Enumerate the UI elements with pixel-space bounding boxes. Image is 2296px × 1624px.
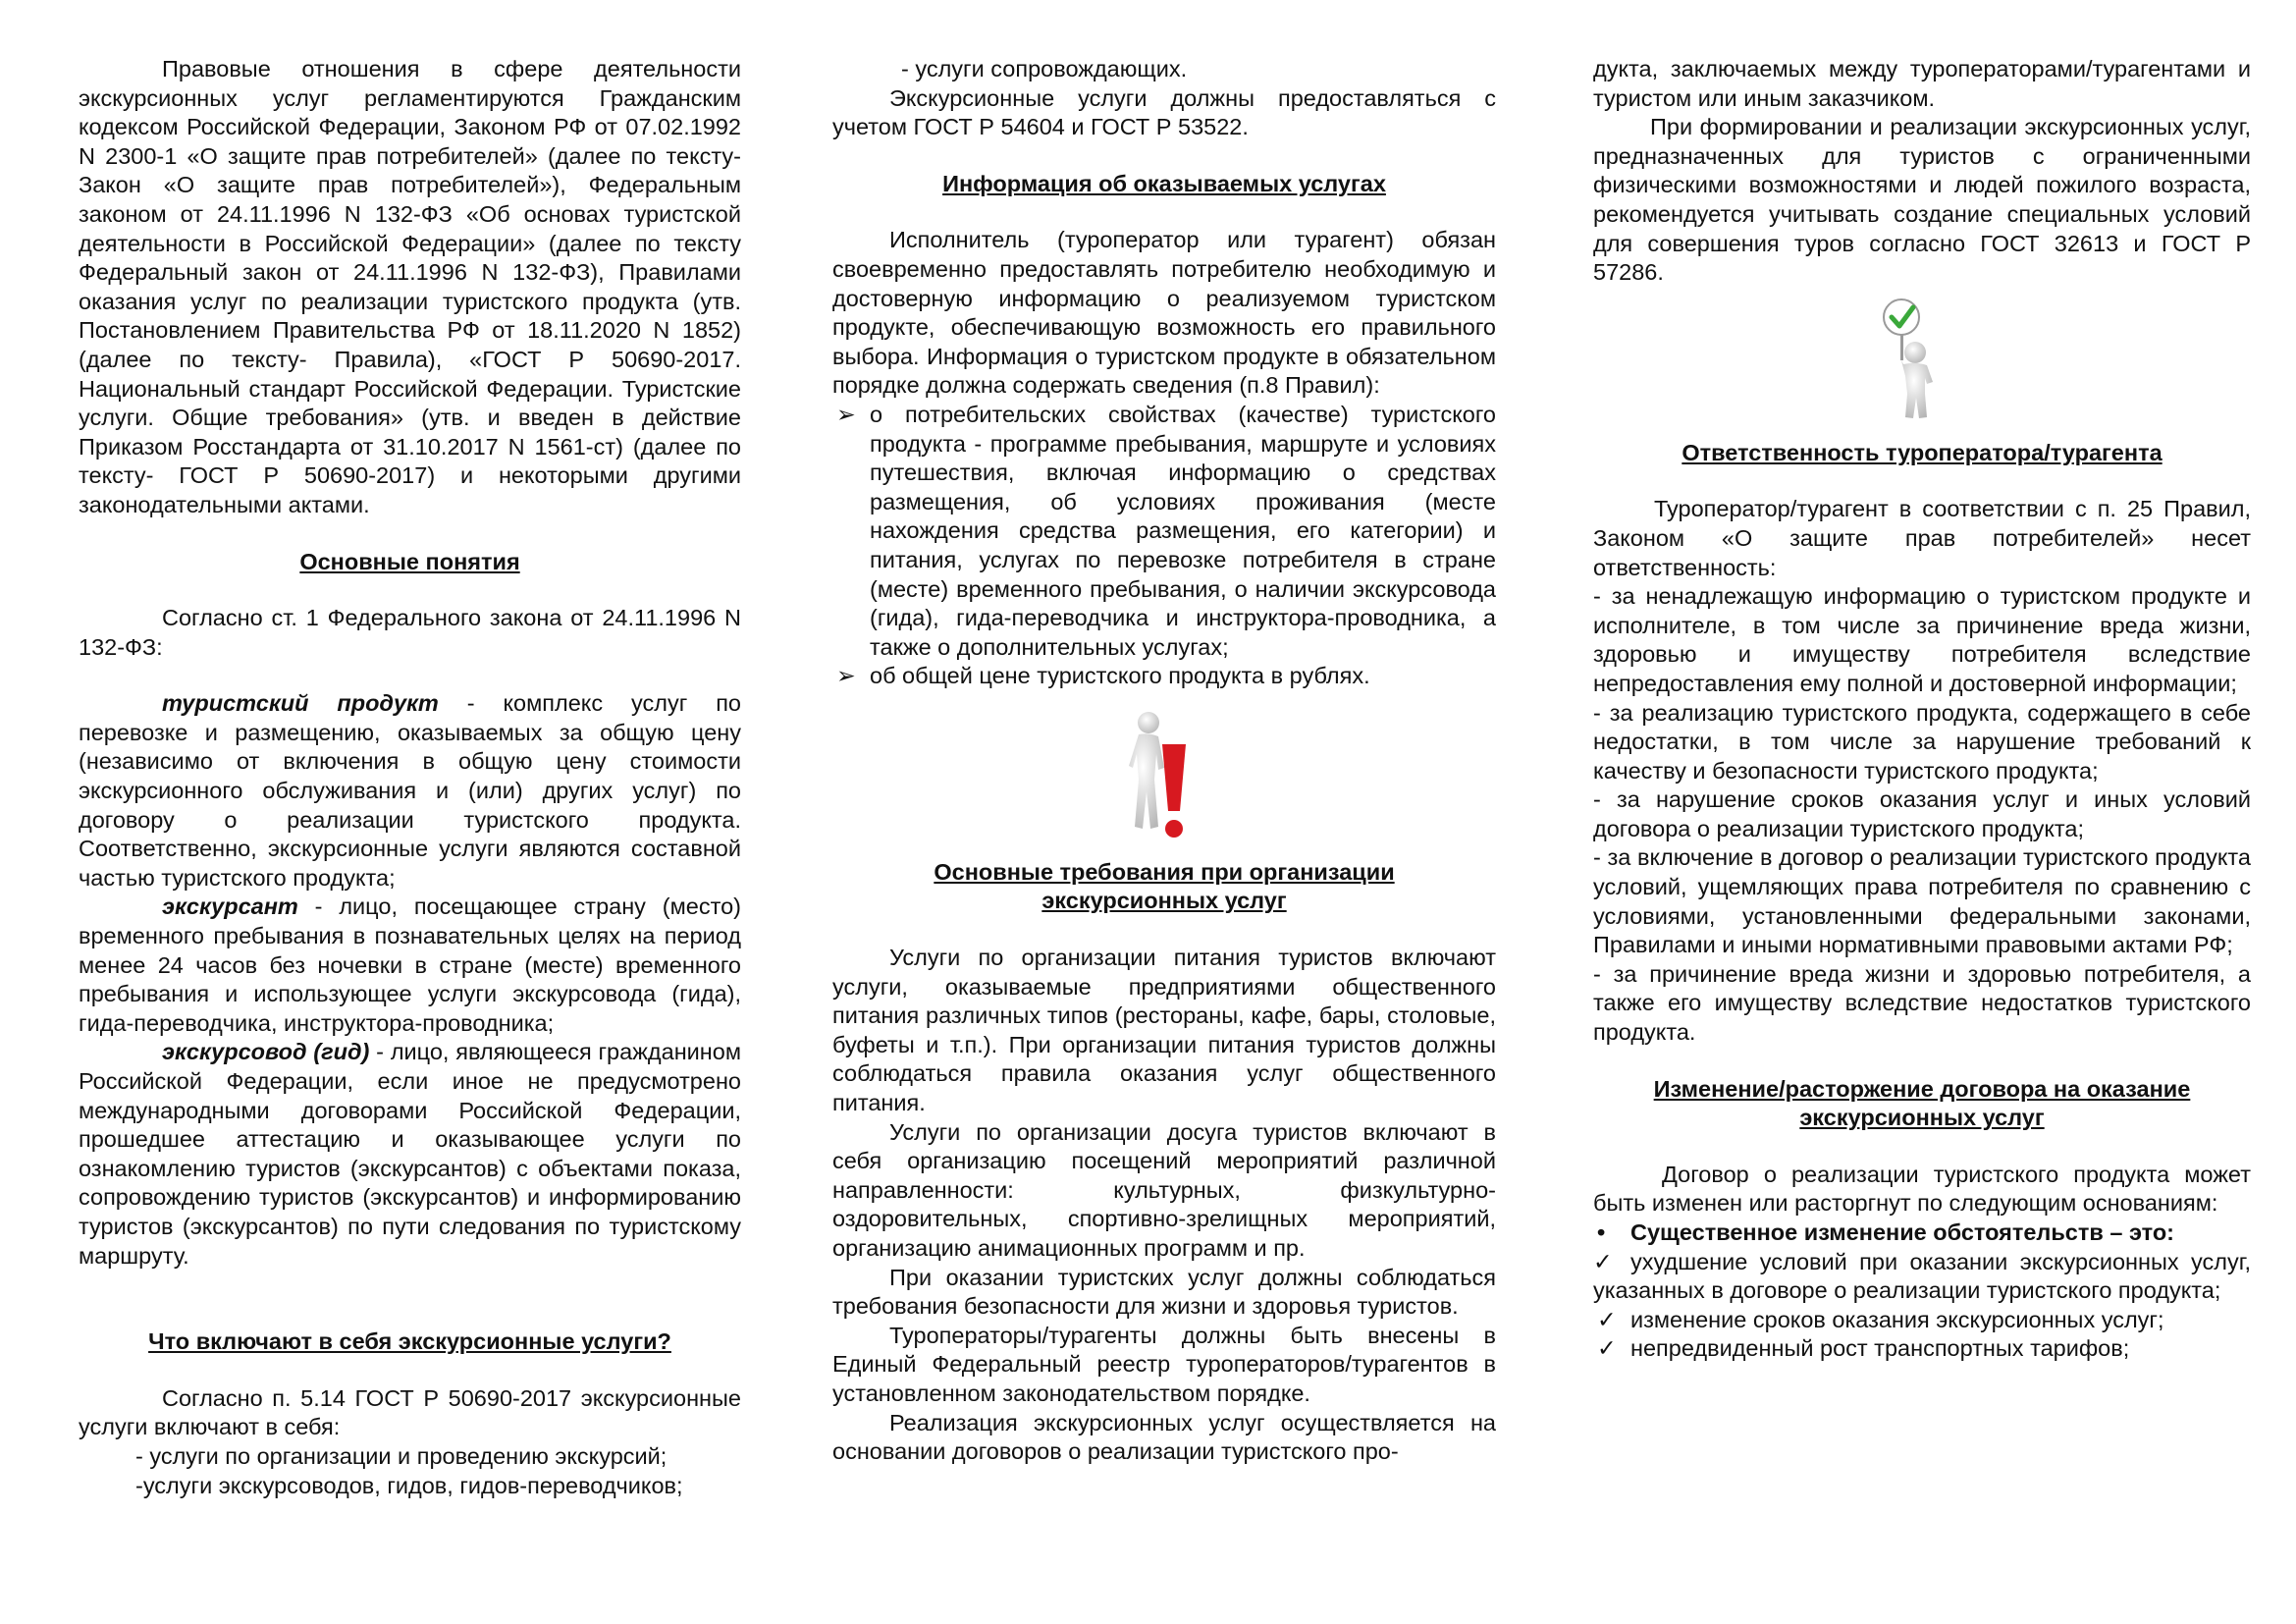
checkmark-figure bbox=[1593, 296, 2251, 421]
arrow-bullet-icon: ➢ bbox=[836, 401, 856, 427]
exclamation-person-icon bbox=[1125, 709, 1203, 846]
info-bullet-1: ➢ о потребительских свойствах (качестве) туристского продукта - программе пребывания, маршруте и условиях путешествия, включая информацию о средствах размещения, об условиях проживания (месте нахождения средства размещения, его категории) и питания, услугах по перевозке потребителя в стране (месте) временного пребывания, о наличии экскурсовода (гида), гида-переводчика и инструктора-проводника, а также о дополнительных услугах; bbox=[836, 401, 1496, 660]
info-paragraph: Исполнитель (туроператор или турагент) обязан своевременно предоставлять потребителю необходимую и достоверную информацию о реализуемом туристском продукте, обеспечивающую возможность его правильного выбора. Информация о туристском продукте в обязательном порядке должна содержать сведения (п.8 Правил): bbox=[832, 227, 1496, 399]
info-bullet-2: ➢ об общей цене туристского продукта в рублях. bbox=[832, 662, 1496, 691]
change-condition-3: ✓ непредвиденный рост транспортных тарифов; bbox=[1593, 1334, 2251, 1364]
responsibility-item-2: - за реализацию туристского продукта, содержащего в себе недостатки, в том числе за нарушение требований к качеству и безопасности туристского продукта; bbox=[1593, 699, 2251, 784]
includes-lead: Согласно п. 5.14 ГОСТ Р 50690-2017 экскурсионные услуги включают в себя: bbox=[79, 1384, 741, 1440]
term-guide: экскурсовод (гид) bbox=[162, 1039, 370, 1065]
dot-bullet-icon: • bbox=[1597, 1219, 1606, 1245]
concepts-lead: Согласно ст. 1 Федерального закона от 24.11.1996 N 132-ФЗ: bbox=[79, 605, 741, 660]
intro-paragraph: Правовые отношения в сфере деятельности экскурсионных услуг регламентируются Гражданским кодексом Российской Федерации, Законом РФ от 07.02.1992 N 2300-1 «О защите прав потребителей» (далее по тексту- Закон «О защите прав потребителей»), Федеральным законом от 24.11.1996 N 132-ФЗ «Об основах туристской деятельности в Российской Федерации» (далее по тексту Федеральный закон от 24.11.1996 N 132-ФЗ), Правилами оказания услуг по реализации туристского продукта (утв. Постановлением Правительства РФ от 18.11.2020 N 1852) (далее по тексту- Правила), «ГОСТ Р 50690-2017. Национальный стандарт Российской Федерации. Туристские услуги. Общие требования» (утв. и введен в действие Приказом Росстандарта от 31.10.2017 N 1561-ст) (далее по тексту- ГОСТ Р 50690-2017) и некоторыми другими законодательными актами. bbox=[79, 56, 741, 517]
change-condition-2: ✓ изменение сроков оказания экскурсионных услуг; bbox=[1593, 1306, 2251, 1335]
heading-requirements-line1: Основные требования при организации bbox=[934, 858, 1395, 885]
checkmark-person-icon bbox=[1868, 296, 1956, 421]
responsibility-lead: Туроператор/турагент в соответствии с п. 25 Правил, Законом «О защите прав потребителей» несет ответственность: bbox=[1593, 496, 2251, 580]
term-tourist-product: туристский продукт bbox=[162, 690, 439, 717]
check-bullet-icon: ✓ bbox=[1597, 1335, 1617, 1362]
contracts-continued: дукта, заключаемых между туроператорами/турагентами и туристом или иным заказчиком. bbox=[1593, 56, 2251, 111]
heading-contract-change-line1: Изменение/расторжение договора на оказание bbox=[1653, 1075, 2191, 1102]
check-bullet-icon: ✓ bbox=[1593, 1248, 1619, 1274]
requirements-safety: При оказании туристских услуг должны соблюдаться требования безопасности для жизни и здоровья туристов. bbox=[832, 1264, 1496, 1320]
definition-excursant bbox=[79, 893, 741, 1038]
column-3 bbox=[1593, 55, 2251, 1364]
requirements-contracts: Реализация экскурсионных услуг осуществляется на основании договоров о реализации туристского про- bbox=[832, 1409, 1496, 1465]
check-bullet-icon: ✓ bbox=[1597, 1306, 1617, 1332]
def-excursant: - лицо, посещающее страну (место) временного пребывания в познавательных целях на период менее 24 часов без ночевки в стране (месте) временного пребывания и использующее услуги экскурсовода (гида), гида-переводчика, инструктора-проводника; bbox=[79, 893, 741, 1036]
column-1 bbox=[79, 55, 741, 1500]
definition-guide bbox=[79, 1038, 741, 1271]
change-condition-1: ✓ ухудшение условий при оказании экскурсионных услуг, указанных в договоре о реализации туристского продукта; bbox=[1593, 1248, 2251, 1304]
arrow-bullet-icon: ➢ bbox=[836, 663, 856, 689]
definition-tourist-product bbox=[79, 689, 741, 893]
special-conditions-paragraph: При формировании и реализации экскурсионных услуг, предназначенных для туристов с ограниченными физическими возможностями и людей пожилого возраста, рекомендуется учитывать создание специальных условий для совершения туров согласно ГОСТ 32613 и ГОСТ Р 57286. bbox=[1593, 114, 2251, 286]
heading-requirements-line2: экскурсионных услуг bbox=[1041, 888, 1287, 914]
column-2 bbox=[832, 55, 1496, 1467]
heading-what-includes: Что включают в себя экскурсионные услуги? bbox=[148, 1328, 671, 1355]
heading-basic-concepts: Основные понятия bbox=[299, 548, 520, 574]
includes-item-1: - услуги по организации и проведению экскурсий; bbox=[135, 1442, 667, 1469]
def-tourist-product: - комплекс услуг по перевозке и размещению, оказываемых за общую цену (независимо от включения в общую цену стоимости экскурсионного обслуживания и (или) других услуг) по договору о реализации туристского продукта. Соответственно, экскурсионные услуги являются составной частью туристского продукта; bbox=[79, 690, 741, 891]
exclamation-figure bbox=[832, 709, 1496, 846]
responsibility-item-4: - за включение в договор о реализации туристского продукта условий, ущемляющих права потребителя по сравнению с условиями, установленными федеральными законами, Правилами и иными нормативными правовыми актами РФ; bbox=[1593, 844, 2251, 958]
term-excursant: экскурсант bbox=[162, 893, 298, 920]
requirements-registry: Туроператоры/турагенты должны быть внесены в Единый Федеральный реестр туроператоров/турагентов в установленном законодательством порядке. bbox=[832, 1322, 1496, 1406]
circumstances-item: • Существенное изменение обстоятельств – это: bbox=[1593, 1218, 2251, 1248]
responsibility-item-3: - за нарушение сроков оказания услуг и иных условий договора о реализации туристского продукта; bbox=[1593, 786, 2251, 841]
gost-paragraph: Экскурсионные услуги должны предоставляться с учетом ГОСТ Р 54604 и ГОСТ Р 53522. bbox=[832, 84, 1496, 140]
contract-change-lead: Договор о реализации туристского продукта может быть изменен или расторгнут по следующим основаниям: bbox=[1593, 1161, 2251, 1217]
includes-item-3: - услуги сопровождающих. bbox=[901, 56, 1188, 81]
responsibility-item-5: - за причинение вреда жизни и здоровью потребителя, а также его имуществу вследствие недостатков туристского продукта. bbox=[1593, 960, 2251, 1046]
heading-responsibility: Ответственность туроператора/турагента bbox=[1682, 439, 2163, 465]
responsibility-item-1: - за ненадлежащую информацию о туристском продукте и исполнителе, в том числе за причинение вреда жизни, здоровью и имуществу потребителя вследствие непредоставления ему полной и достоверной информации; bbox=[1593, 583, 2251, 696]
def-guide: - лицо, являющееся гражданином Российской Федерации, если иное не предусмотрено международными договорами Российской Федерации, прошедшее аттестацию и оказывающее услуги по ознакомлению туристов (экскурсантов) с объектами показа, сопровождению туристов (экскурсантов) и информированию туристов (экскурсантов) по пути следования по туристскому маршруту. bbox=[79, 1039, 742, 1269]
heading-info-services: Информация об оказываемых услугах bbox=[942, 170, 1386, 196]
requirements-leisure: Услуги по организации досуга туристов включают в себя организацию посещений мероприятий различной направленности: культурных, физкультурно-оздоровительных, спортивно-зрелищных мероприятий, организацию анимационных программ и пр. bbox=[832, 1118, 1496, 1261]
requirements-food: Услуги по организации питания туристов включают услуги, оказываемые предприятиями общественного питания различных типов (рестораны, кафе, бары, столовые, буфеты и т.п.). При организации питания туристов должны соблюдаться правила оказания услуг общественного питания. bbox=[832, 945, 1496, 1116]
heading-contract-change-line2: экскурсионных услуг bbox=[1799, 1105, 2045, 1131]
includes-item-2: -услуги экскурсоводов, гидов, гидов-переводчиков; bbox=[135, 1472, 683, 1498]
